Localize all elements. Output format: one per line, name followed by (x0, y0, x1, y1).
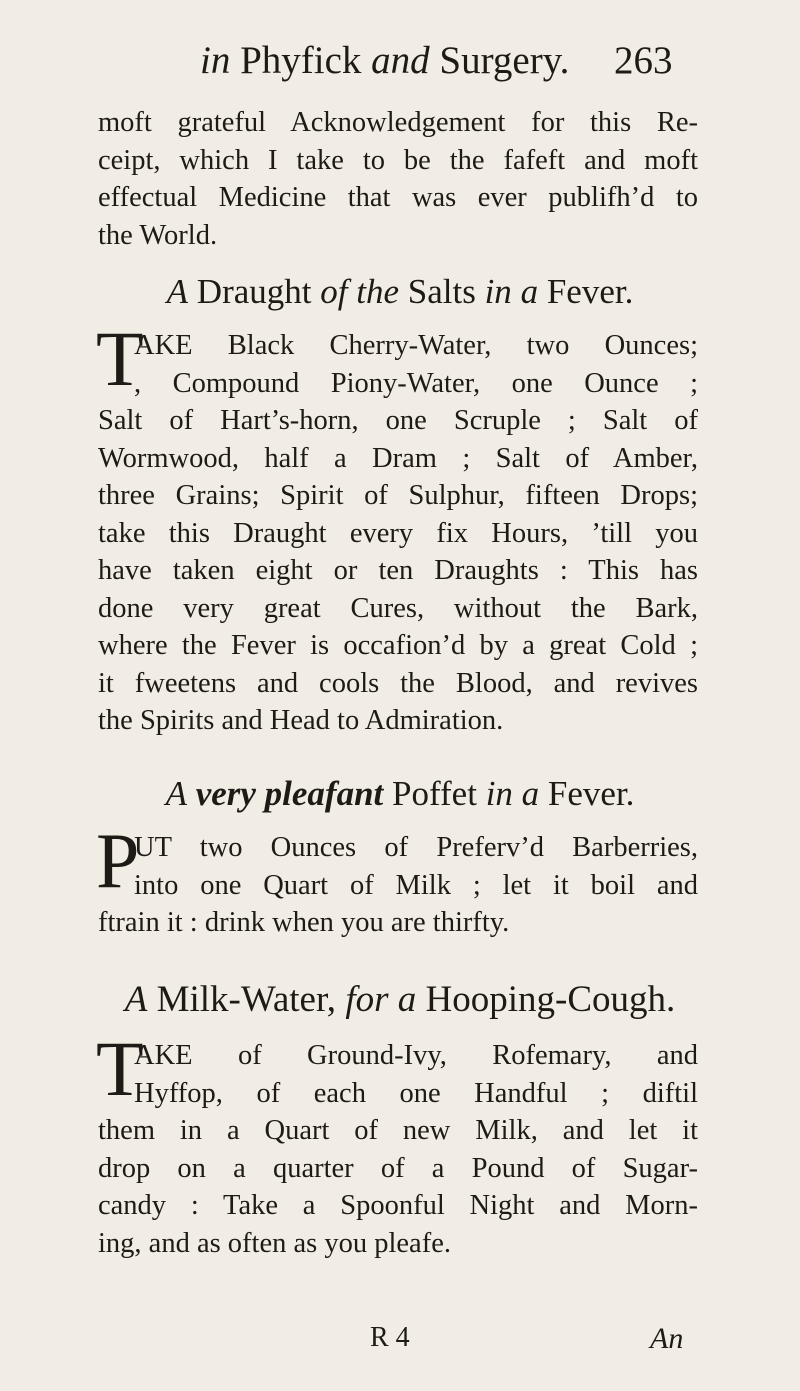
text-line: effectual Medicine that was ever publifh’d to (98, 182, 698, 213)
text-line: UT two Ounces of Preferv’d Barberries, (134, 832, 698, 863)
text-line: done very great Cures, without the Bark, (98, 592, 698, 624)
text-line: into one Quart of Milk ; let it boil and (134, 869, 698, 901)
text-line: the World. (98, 219, 218, 251)
catchword: An (650, 1322, 684, 1355)
recipe-body-milk-water (98, 1037, 698, 1262)
text-line: AKE of Ground-Ivy, Rofemary, and (134, 1040, 698, 1071)
text-line: moft grateful Acknowledgement for this Re- (98, 107, 698, 138)
recipe-heading-poffet: A very pleafant Poffet in a Fever. (165, 774, 635, 813)
text-line: drop on a quarter of a Pound of Sugar- (98, 1152, 698, 1184)
drop-cap: P (96, 817, 140, 904)
text-line: the Spirits and Head to Admiration. (98, 705, 504, 736)
page-number: 263 (614, 39, 673, 82)
text-line: Wormwood, half a Dram ; Salt of Amber, (98, 442, 698, 474)
text-line: Salt of Hart’s-horn, one Scruple ; Salt of (98, 405, 698, 436)
intro-paragraph (98, 104, 698, 254)
text-line: ftrain it : drink when you are thirfty. (98, 907, 510, 938)
text-line: , Compound Piony-Water, one Ounce ; (134, 367, 698, 399)
recipe-body-draught (98, 327, 698, 740)
text-line: ing, and as often as you pleafe. (98, 1227, 451, 1259)
recipe-heading-draught: A Draught of the Salts in a Fever. (166, 272, 634, 311)
recipe-heading-milk-water: A Milk-Water, for a Hooping-Cough. (124, 979, 676, 1020)
recipe-body-poffet (98, 829, 698, 942)
text-line: three Grains; Spirit of Sulphur, fifteen Drops; (98, 480, 698, 511)
running-head-title: in Phyfick and Surgery. (200, 39, 570, 82)
text-line: have taken eight or ten Draughts : This has (98, 555, 698, 586)
drop-cap: T (96, 1025, 144, 1112)
text-line: ceipt, which I take to be the fafeft and moft (98, 144, 698, 176)
drop-cap: T (96, 315, 144, 402)
text-line: it fweetens and cools the Blood, and revives (98, 667, 698, 699)
text-line: candy : Take a Spoonful Night and Morn- (98, 1190, 698, 1221)
text-line: AKE Black Cherry-Water, two Ounces; (134, 330, 698, 361)
text-line: them in a Quart of new Milk, and let it (98, 1115, 698, 1146)
text-line: take this Draught every fix Hours, ’till you (98, 517, 698, 549)
signature-mark: R 4 (370, 1322, 410, 1353)
text-line: Hyffop, of each one Handful ; diftil (134, 1077, 698, 1109)
text-line: where the Fever is occafion’d by a great Cold ; (98, 630, 698, 661)
